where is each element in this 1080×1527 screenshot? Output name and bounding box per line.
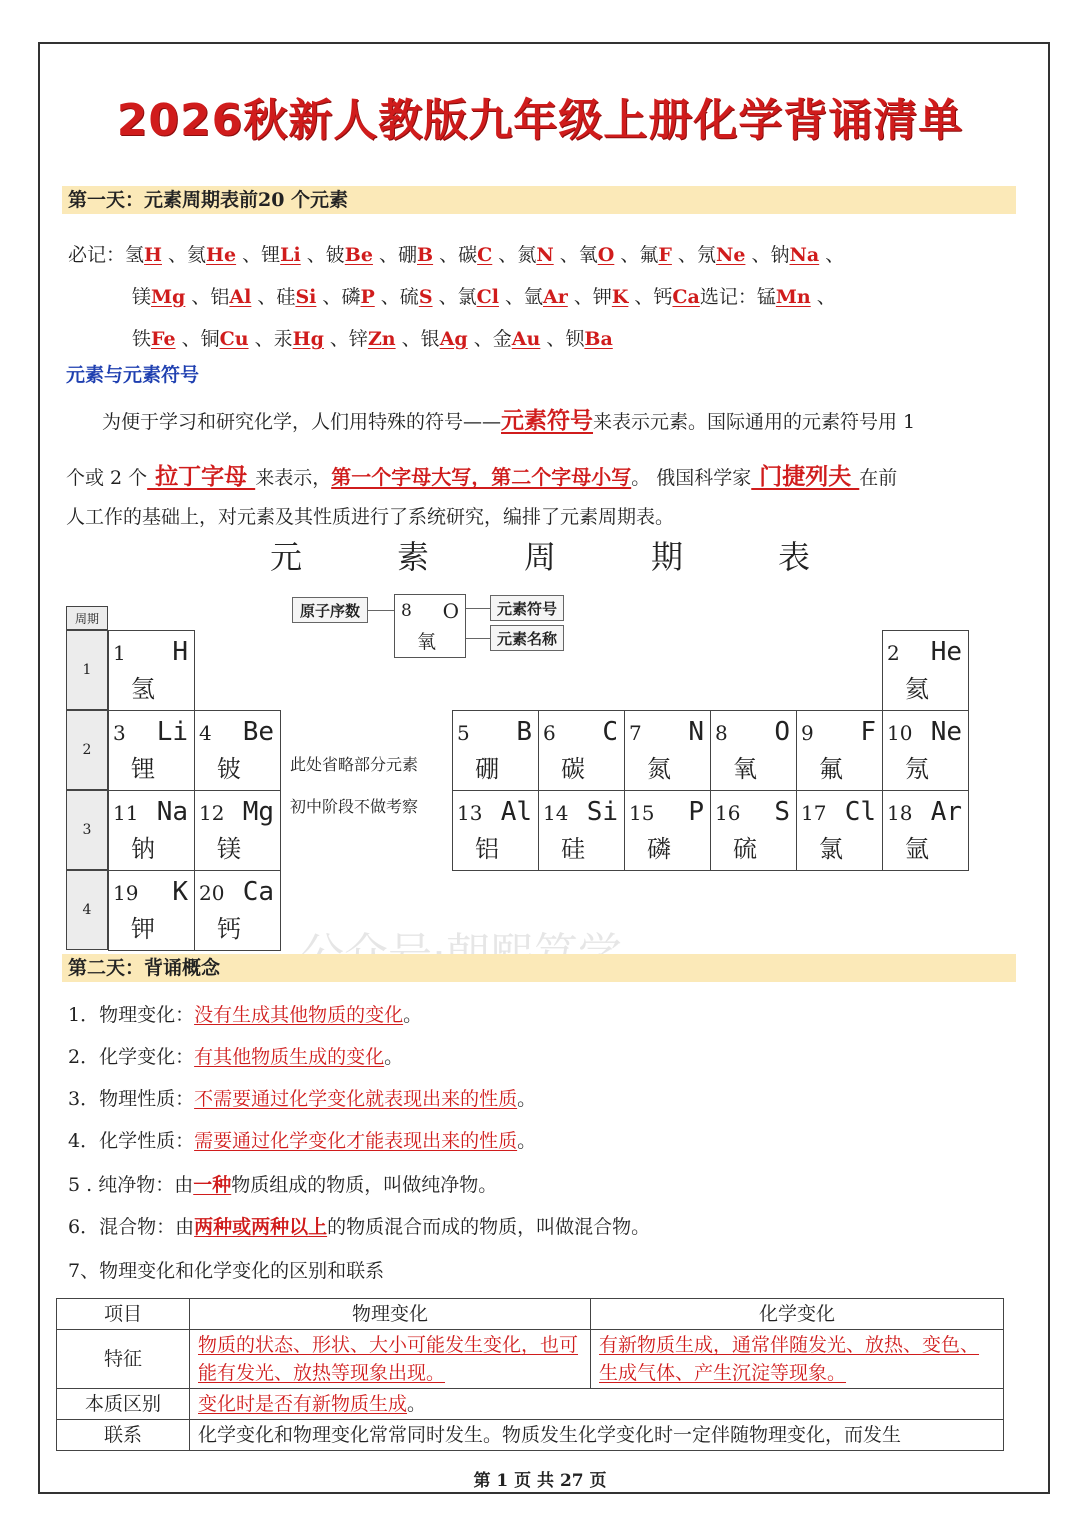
element-name: 磷	[341, 286, 361, 308]
symbols-heading: 元素与元素符号	[66, 364, 200, 386]
element-symbol: P	[360, 286, 375, 308]
concept-keyword: 一种	[193, 1174, 232, 1196]
element-cell-c	[538, 710, 625, 791]
optional-element-list	[757, 286, 836, 308]
concept-label: 5 . 纯净物：由	[68, 1174, 194, 1196]
cell-name: 氮	[647, 755, 671, 783]
feature-chemical: 有新物质生成，通常伴随发光、放热、变色、生成气体、产生沉淀等现象。	[591, 1330, 1004, 1389]
legend-connector	[466, 638, 490, 639]
element-symbol: Zn	[367, 328, 396, 350]
cell-symbol: Al	[500, 797, 532, 827]
concept-tail: 。	[403, 1004, 423, 1026]
comparison-table	[56, 1298, 1004, 1451]
legend-atomic-number-label: 原子序数	[292, 597, 368, 623]
legend-connector	[368, 610, 394, 611]
concept-item	[68, 1170, 497, 1197]
text-fragment: 个或 2 个	[66, 467, 148, 489]
cell-symbol: F	[860, 717, 876, 747]
separator: 、	[432, 286, 458, 308]
cell-atomic-number: 8	[715, 721, 728, 745]
cell-name: 氯	[819, 835, 843, 863]
element-name: 金	[492, 328, 512, 350]
element-name: 硼	[398, 244, 418, 266]
concept-item	[68, 1126, 536, 1153]
cell-name: 氩	[905, 835, 929, 863]
legend-connector	[466, 608, 490, 609]
periodic-table-title	[270, 532, 810, 578]
separator: 、	[810, 286, 836, 308]
text-fragment: 来表示，	[255, 467, 332, 489]
cell-atomic-number: 19	[113, 881, 139, 905]
element-cell-cl	[796, 790, 883, 871]
concept-keyword: 没有生成其他物质的变化	[194, 1004, 404, 1026]
element-symbol: H	[144, 244, 162, 266]
element-cell-si	[538, 790, 625, 871]
cell-symbol: K	[172, 877, 188, 907]
cell-atomic-number: 12	[199, 801, 225, 825]
element-name: 锌	[348, 328, 368, 350]
element-cell-h	[108, 630, 195, 711]
separator: 、	[323, 328, 349, 350]
element-name: 氮	[517, 244, 537, 266]
element-symbol: Be	[344, 244, 373, 266]
keyword-letter-case: 第一个字母大写，第二个字母小写	[331, 465, 632, 489]
cell-atomic-number: 11	[113, 801, 139, 825]
element-symbol: Mn	[775, 286, 811, 308]
separator: 、	[251, 286, 277, 308]
element-cell-he	[882, 630, 969, 711]
essence-label: 本质区别	[57, 1389, 190, 1420]
element-symbol: Fe	[151, 328, 176, 350]
separator: 、	[372, 244, 398, 266]
element-row-1	[68, 240, 844, 267]
concept-tail: 物质组成的物质，叫做纯净物。	[231, 1174, 498, 1196]
element-name: 镁	[132, 286, 152, 308]
element-list-row-1	[125, 244, 844, 266]
omit-note-line-1: 此处省略部分元素	[290, 755, 419, 774]
element-symbol: Li	[280, 244, 301, 266]
cell-symbol: Ca	[242, 877, 274, 907]
element-symbol: Si	[295, 286, 317, 308]
essence-cell	[190, 1389, 1004, 1420]
cell-atomic-number: 1	[113, 641, 126, 665]
separator: 、	[161, 244, 188, 266]
cell-name: 硅	[561, 835, 585, 863]
periodic-title-char: 表	[777, 538, 810, 576]
cell-atomic-number: 9	[801, 721, 814, 745]
table-row	[57, 1389, 1004, 1420]
optional-label: 选记：	[699, 286, 757, 308]
must-label: 必记：	[68, 244, 126, 266]
element-symbol: Hg	[292, 328, 324, 350]
element-name: 氢	[125, 244, 145, 266]
concept-item	[68, 1212, 650, 1239]
periodic-title-char: 期	[650, 538, 683, 576]
element-name: 氧	[578, 244, 598, 266]
element-symbol: Ne	[715, 244, 746, 266]
concept-label: 7、物理变化和化学变化的区别和联系	[68, 1260, 385, 1282]
cell-name: 钾	[131, 915, 155, 943]
separator: 、	[374, 286, 400, 308]
cell-name: 氧	[733, 755, 757, 783]
concept-label: 4．化学性质：	[68, 1130, 195, 1152]
symbols-paragraph-line-1	[102, 402, 915, 435]
text-fragment: 来表示元素。国际通用的元素符号用 1	[593, 411, 916, 433]
element-cell-ca	[194, 870, 281, 951]
feature-label: 特征	[57, 1330, 190, 1389]
element-name: 钠	[770, 244, 790, 266]
element-symbol: F	[658, 244, 672, 266]
separator: 、	[248, 328, 274, 350]
concept-tail: 的物质混合而成的物质，叫做混合物。	[327, 1216, 651, 1238]
separator: 、	[567, 286, 593, 308]
cell-symbol: He	[930, 637, 962, 667]
cell-atomic-number: 10	[887, 721, 913, 745]
cell-symbol: Si	[586, 797, 618, 827]
essence-post: 。	[407, 1393, 427, 1415]
element-cell-be	[194, 710, 281, 791]
cell-name: 硼	[475, 755, 499, 783]
link-value: 化学变化和物理变化常常同时发生。物质发生化学变化时一定伴随物理变化，而发生	[190, 1420, 1004, 1451]
day1-heading: 第一天：元素周期表前20 个元素	[62, 186, 1016, 214]
legend-sample-symbol: O	[442, 599, 459, 623]
concept-label: 1．物理变化：	[68, 1004, 195, 1026]
element-row-2	[132, 282, 836, 309]
cell-atomic-number: 20	[199, 881, 225, 905]
table-row	[57, 1330, 1004, 1389]
separator: 、	[433, 244, 459, 266]
element-name: 氯	[457, 286, 477, 308]
concept-label: 6．混合物：由	[68, 1216, 195, 1238]
element-symbol: He	[206, 244, 237, 266]
cell-symbol: O	[774, 717, 790, 747]
element-cell-b	[452, 710, 539, 791]
day2-heading: 第二天：背诵概念	[62, 954, 1016, 982]
element-symbol: Ar	[543, 286, 568, 308]
period-number: 2	[66, 710, 108, 790]
concept-keyword: 两种或两种以上	[194, 1216, 328, 1238]
concept-item	[68, 1000, 422, 1027]
omit-note-line-2: 初中阶段不做考察	[290, 797, 419, 816]
element-cell-ar	[882, 790, 969, 871]
cell-symbol: C	[602, 717, 618, 747]
element-name: 锰	[756, 286, 776, 308]
symbols-paragraph-line-3: 人工作的基础上，对元素及其性质进行了系统研究，编排了元素周期表。	[66, 506, 675, 528]
period-number: 3	[66, 790, 108, 870]
cell-atomic-number: 16	[715, 801, 741, 825]
page-title: 2026秋新人教版九年级上册化学背诵清单	[116, 95, 964, 146]
cell-atomic-number: 3	[113, 721, 126, 745]
concept-tail: 。	[517, 1130, 537, 1152]
element-name: 锂	[261, 244, 281, 266]
element-name: 铝	[210, 286, 230, 308]
cell-atomic-number: 15	[629, 801, 655, 825]
element-name: 汞	[273, 328, 293, 350]
cell-name: 镁	[217, 835, 241, 863]
cell-symbol: N	[688, 717, 704, 747]
cell-symbol: Cl	[844, 797, 876, 827]
cell-atomic-number: 18	[887, 801, 913, 825]
symbols-paragraph-line-2	[66, 458, 897, 491]
keyword-mendeleev: 门捷列夫	[751, 463, 860, 490]
keyword-element-symbol: 元素符号	[501, 407, 594, 434]
legend-sample-name: 氧	[417, 631, 437, 653]
concept-item	[68, 1256, 384, 1283]
periodic-title-char: 素	[396, 538, 429, 576]
separator: 、	[316, 286, 342, 308]
cell-name: 磷	[647, 835, 671, 863]
element-cell-al	[452, 790, 539, 871]
element-cell-o	[710, 710, 797, 791]
concept-label: 3．物理性质：	[68, 1088, 195, 1110]
separator: 、	[300, 244, 326, 266]
element-row-3	[132, 324, 613, 351]
element-name: 碳	[458, 244, 478, 266]
cell-atomic-number: 14	[543, 801, 569, 825]
table-header-cell: 化学变化	[591, 1299, 1004, 1330]
cell-symbol: Na	[156, 797, 188, 827]
element-symbol: Mg	[151, 286, 186, 308]
cell-atomic-number: 13	[457, 801, 483, 825]
element-name: 铍	[325, 244, 345, 266]
concept-tail: 。	[384, 1046, 404, 1068]
element-cell-s	[710, 790, 797, 871]
cell-name: 氢	[131, 675, 155, 703]
element-symbol: Cu	[219, 328, 249, 350]
cell-name: 锂	[131, 755, 155, 783]
element-name: 氖	[696, 244, 716, 266]
element-cell-f	[796, 710, 883, 791]
cell-symbol: P	[688, 797, 704, 827]
cell-symbol: Ar	[930, 797, 962, 827]
separator: 、	[492, 244, 518, 266]
element-symbol: Ag	[439, 328, 468, 350]
element-name: 钙	[653, 286, 673, 308]
element-symbol: Ca	[672, 286, 700, 308]
concept-keyword: 有其他物质生成的变化	[194, 1046, 385, 1068]
cell-symbol: H	[172, 637, 188, 667]
element-name: 氦	[187, 244, 207, 266]
element-name: 钡	[565, 328, 585, 350]
element-cell-li	[108, 710, 195, 791]
element-symbol: O	[597, 244, 615, 266]
cell-name: 氟	[819, 755, 843, 783]
cell-atomic-number: 7	[629, 721, 642, 745]
page-footer: 第 1 页 共 27 页	[473, 1471, 607, 1491]
cell-symbol: Mg	[242, 797, 274, 827]
cell-name: 碳	[561, 755, 585, 783]
separator: 、	[614, 244, 640, 266]
element-cell-n	[624, 710, 711, 791]
separator: 、	[185, 286, 211, 308]
table-row	[57, 1299, 1004, 1330]
concept-tail: 。	[517, 1088, 537, 1110]
separator: 、	[819, 244, 845, 266]
cell-name: 氖	[905, 755, 929, 783]
legend-sample-cell	[394, 594, 466, 658]
cell-name: 铍	[217, 755, 241, 783]
cell-symbol: B	[516, 717, 532, 747]
essence-value: 变化时是否有新物质生成	[198, 1393, 408, 1415]
element-cell-p	[624, 790, 711, 871]
element-name: 铁	[132, 328, 152, 350]
periodic-title-char: 周	[523, 538, 556, 576]
element-list-row-3	[132, 328, 613, 350]
separator: 、	[236, 244, 262, 266]
separator: 、	[395, 328, 421, 350]
cell-atomic-number: 4	[199, 721, 212, 745]
concept-item	[68, 1084, 536, 1111]
element-symbol: Na	[789, 244, 820, 266]
element-symbol: B	[417, 244, 434, 266]
separator: 、	[671, 244, 697, 266]
separator: 、	[745, 244, 771, 266]
concept-item	[68, 1042, 403, 1069]
cell-symbol: Li	[156, 717, 188, 747]
cell-name: 铝	[475, 835, 499, 863]
element-symbol: Au	[511, 328, 541, 350]
separator: 、	[540, 328, 566, 350]
concept-keyword: 需要通过化学变化才能表现出来的性质	[194, 1130, 518, 1152]
cell-name: 硫	[733, 835, 757, 863]
element-name: 氟	[639, 244, 659, 266]
element-list-row-2	[132, 286, 700, 308]
element-name: 氩	[524, 286, 544, 308]
element-name: 钾	[592, 286, 612, 308]
element-name: 硅	[276, 286, 296, 308]
cell-name: 氦	[905, 675, 929, 703]
separator: 、	[553, 244, 579, 266]
period-number: 1	[66, 630, 108, 710]
periodic-title-char: 元	[270, 538, 303, 576]
table-row	[57, 1420, 1004, 1451]
element-symbol: C	[477, 244, 493, 266]
legend-symbol-label: 元素符号	[490, 595, 564, 621]
element-symbol: Ba	[584, 328, 613, 350]
element-cell-ne	[882, 710, 969, 791]
concept-keyword: 不需要通过化学变化就表现出来的性质	[194, 1088, 518, 1110]
period-number: 4	[66, 870, 108, 950]
concept-label: 2．化学变化：	[68, 1046, 195, 1068]
separator: 、	[628, 286, 654, 308]
element-name: 铜	[200, 328, 220, 350]
feature-physical: 物质的状态、形状、大小可能发生变化，也可能有发光、放热等现象出现。	[190, 1330, 591, 1389]
element-symbol: Cl	[476, 286, 499, 308]
text-fragment: 。 俄国科学家	[631, 467, 752, 489]
period-header: 周期	[66, 606, 108, 630]
separator: 、	[175, 328, 201, 350]
table-header-cell: 项目	[57, 1299, 190, 1330]
separator: 、	[498, 286, 524, 308]
element-cell-k	[108, 870, 195, 951]
cell-symbol: Ne	[930, 717, 962, 747]
legend-sample-number: 8	[401, 601, 412, 621]
cell-symbol: Be	[242, 717, 274, 747]
element-symbol: N	[536, 244, 554, 266]
text-fragment: 在前	[859, 467, 898, 489]
cell-atomic-number: 2	[887, 641, 900, 665]
link-label: 联系	[57, 1420, 190, 1451]
element-symbol: K	[611, 286, 629, 308]
cell-symbol: S	[774, 797, 790, 827]
text-fragment: 为便于学习和研究化学，人们用特殊的符号——	[102, 411, 502, 433]
element-symbol: S	[418, 286, 433, 308]
legend-name-label: 元素名称	[490, 625, 564, 651]
keyword-latin-letters: 拉丁字母	[147, 463, 256, 490]
cell-atomic-number: 5	[457, 721, 470, 745]
table-header-cell: 物理变化	[190, 1299, 591, 1330]
element-cell-mg	[194, 790, 281, 871]
cell-atomic-number: 17	[801, 801, 827, 825]
cell-name: 钙	[217, 915, 241, 943]
element-name: 银	[420, 328, 440, 350]
separator: 、	[467, 328, 493, 350]
element-cell-na	[108, 790, 195, 871]
cell-atomic-number: 6	[543, 721, 556, 745]
cell-name: 钠	[131, 835, 155, 863]
element-symbol: Al	[229, 286, 252, 308]
element-name: 硫	[399, 286, 419, 308]
